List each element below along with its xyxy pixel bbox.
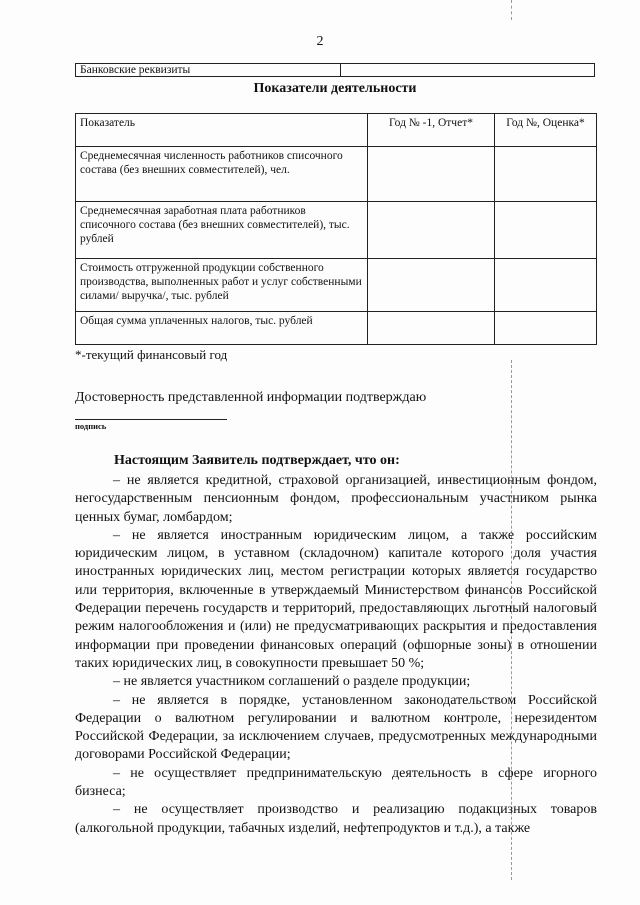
signature-label: подпись (75, 421, 107, 431)
row-label: Общая сумма уплаченных налогов, тыс. рублей (76, 312, 368, 345)
signature-line (75, 419, 227, 420)
table-header-row (76, 114, 597, 147)
indicators-title: Показатели деятельности (253, 81, 417, 96)
bank-details-label: Банковские реквизиты (80, 64, 191, 76)
declaration-item: – не осуществляет предпринимательскую деятельность в сфере игорного бизнеса; (75, 765, 597, 800)
row-label: Среднемесячная численность работников списочного состава (без внешних совместителей), чел. (76, 147, 368, 202)
row-year-cur-value (495, 259, 597, 312)
row-year-cur-value (495, 312, 597, 345)
declaration-body (75, 472, 597, 838)
declaration-item: – не осуществляет производство и реализацию подакцизных товаров (алкогольной продукции, табачных изделий, нефтепродуктов и т.д.), а также (75, 802, 597, 836)
bank-details-divider (340, 64, 341, 76)
row-label: Стоимость отгруженной продукции собственного производства, выполненных работ и услуг собственными силами/ выручка/, тыс. рублей (76, 259, 368, 312)
row-year-cur-value (495, 202, 597, 259)
bank-details-row (75, 63, 595, 77)
declaration-item: – не является участником соглашений о разделе продукции; (113, 674, 471, 690)
table-row (76, 202, 597, 259)
declaration-item: – не является иностранным юридическим лицом, а также российским юридическим лицом, в уставном (складочном) капитале которого доля участия иностранных юридических лиц, местом регистрации которых является государство или территория, включенные в утверждаемый Министерством финансов Российской Федерации перечень государств и территорий, предоставляющих льготный налоговый режим налогообложения и (или) не предусматривающих раскрытия и предоставления информации при проведении финансовых операций (офшорные зоны) в отношении таких юридических лиц, в совокупности превышает 50 %; (75, 527, 597, 671)
footnote: *-текущий финансовый год (75, 347, 228, 362)
confirmation-text: Достоверность представленной информации подтверждаю (75, 390, 427, 405)
header-indicator: Показатель (76, 114, 368, 147)
row-year-prev-value (368, 312, 495, 345)
row-year-cur-value (495, 147, 597, 202)
page-number: 2 (316, 34, 324, 49)
row-year-prev-value (368, 147, 495, 202)
table-row (76, 147, 597, 202)
declaration-item: – не является в порядке, установленном законодательством Российской Федерации о валютном регулировании и валютном контроле, нерезидентом Российской Федерации, за исключением случаев, предусмотренных международными договорами Российской Федерации; (75, 692, 597, 763)
row-year-prev-value (368, 202, 495, 259)
declaration-item: – не является кредитной, страховой организацией, инвестиционным фондом, негосударственным пенсионным фондом, профессиональным участником рынка ценных бумаг, ломбардом; (75, 473, 597, 525)
row-label: Среднемесячная заработная плата работников списочного состава (без внешних совместителей), тыс. рублей (76, 202, 368, 259)
row-year-prev-value (368, 259, 495, 312)
header-year-prev: Год № -1, Отчет* (368, 114, 495, 147)
declaration-heading: Настоящим Заявитель подтверждает, что он: (114, 453, 400, 468)
table-row (76, 312, 597, 345)
indicators-table (75, 113, 597, 345)
header-year-cur: Год №, Оценка* (495, 114, 597, 147)
table-row (76, 259, 597, 312)
scan-artifact-line (511, 0, 512, 20)
